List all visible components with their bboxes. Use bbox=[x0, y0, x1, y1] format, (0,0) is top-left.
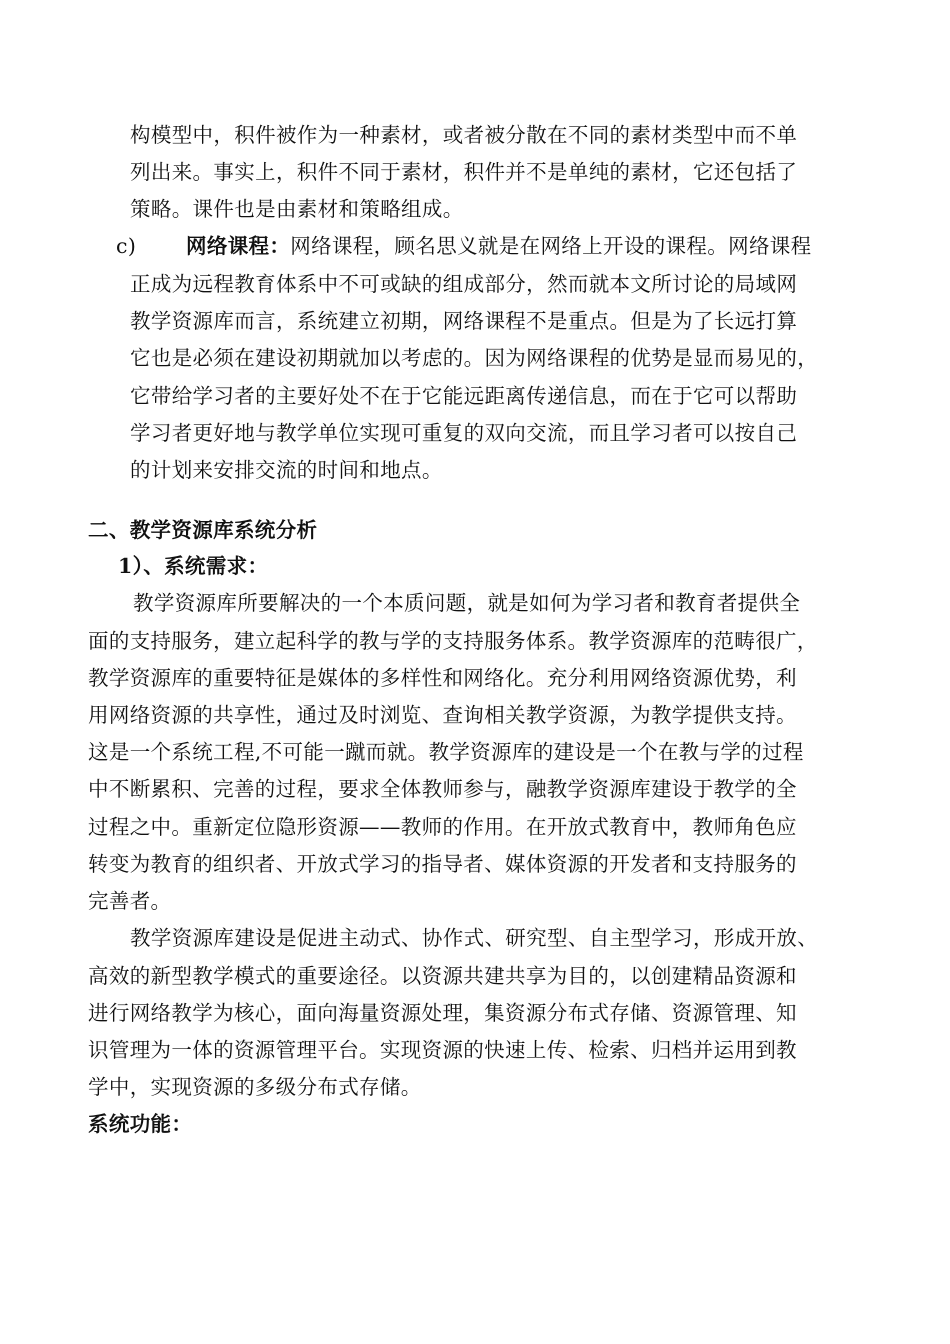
text-line: 进行网络教学为核心，面向海量资源处理，集资源分布式存储、资源管理、知 bbox=[88, 1001, 797, 1025]
text-line: 构模型中，积件被作为一种素材，或者被分散在不同的素材类型中而不单 bbox=[130, 123, 798, 147]
text-line: 教学资源库所要解决的一个本质问题，就是如何为学习者和教育者提供全 bbox=[133, 591, 801, 615]
text-line: 的计划来安排交流的时间和地点。 bbox=[130, 458, 443, 482]
functions-heading: 系统功能： bbox=[88, 1112, 193, 1136]
list-item-c bbox=[186, 231, 812, 261]
text-line: 学习者更好地与教学单位实现可重复的双向交流，而且学习者可以按自己 bbox=[130, 421, 798, 445]
text-line: 面的支持服务，建立起科学的教与学的支持服务体系。教学资源库的范畴很广， bbox=[88, 629, 818, 653]
text-line: 用网络资源的共享性，通过及时浏览、查询相关教学资源，为教学提供支持。 bbox=[88, 703, 797, 727]
text-line: 识管理为一体的资源管理平台。实现资源的快速上传、检索、归档并运用到教 bbox=[88, 1038, 797, 1062]
text-line: 它也是必须在建设初期就加以考虑的。因为网络课程的优势是显而易见的， bbox=[130, 346, 819, 370]
text-line: 教学资源库的重要特征是媒体的多样性和网络化。充分利用网络资源优势，利 bbox=[88, 666, 797, 690]
text-line: 教学资源库建设是促进主动式、协作式、研究型、自主型学习，形成开放、 bbox=[130, 926, 819, 950]
text-line: 高效的新型教学模式的重要途径。以资源共建共享为目的，以创建精品资源和 bbox=[88, 964, 797, 988]
text-line: 教学资源库而言，系统建立初期，网络课程不是重点。但是为了长远打算 bbox=[130, 309, 798, 333]
text-line: 正成为远程教育体系中不可或缺的组成部分，然而就本文所讨论的局域网 bbox=[130, 272, 798, 296]
term-label: 网络课程： bbox=[186, 234, 291, 258]
text-line: 转变为教育的组织者、开放式学习的指导者、媒体资源的开发者和支持服务的 bbox=[88, 852, 797, 876]
section-heading: 二、教学资源库系统分析 bbox=[88, 518, 318, 542]
text-line: 网络课程，顾名思义就是在网络上开设的课程。网络课程 bbox=[290, 234, 812, 258]
subsection-heading: 1）、系统需求： bbox=[118, 554, 269, 578]
text-line: 学中，实现资源的多级分布式存储。 bbox=[88, 1075, 422, 1099]
text-line: 中不断累积、完善的过程，要求全体教师参与，融教学资源库建设于教学的全 bbox=[88, 777, 797, 801]
text-line: 完善者。 bbox=[88, 889, 172, 913]
text-line: 策略。课件也是由素材和策略组成。 bbox=[130, 197, 464, 221]
text-line: 列出来。事实上，积件不同于素材，积件并不是单纯的素材，它还包括了 bbox=[130, 160, 798, 184]
text-line: 它带给学习者的主要好处不在于它能远距离传递信息，而在于它可以帮助 bbox=[130, 384, 798, 408]
text-line: 这是一个系统工程,不可能一蹴而就。教学资源库的建设是一个在教与学的过程 bbox=[88, 740, 804, 764]
list-marker: c) bbox=[116, 234, 137, 258]
text-line: 过程之中。重新定位隐形资源——教师的作用。在开放式教育中，教师角色应 bbox=[88, 815, 797, 839]
